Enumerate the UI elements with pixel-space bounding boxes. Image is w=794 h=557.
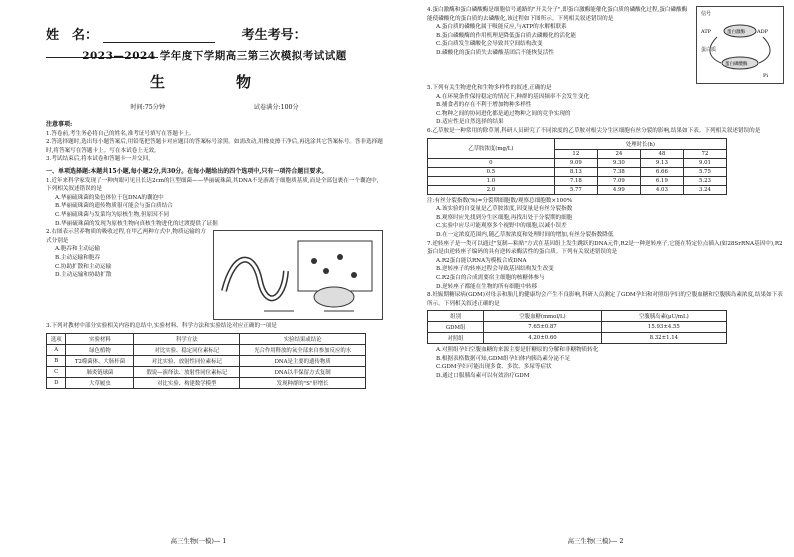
table-cell: 3.24	[683, 185, 726, 194]
notes-heading: 注意事项:	[46, 121, 73, 128]
table-cell: 8.32±1.14	[601, 333, 726, 344]
table-header: 实验结果或结论	[240, 333, 366, 344]
table-cell: 7.38	[597, 167, 640, 176]
table-row	[47, 366, 366, 377]
name-label: 姓 名：	[46, 28, 99, 43]
subject-title: 生 物	[149, 73, 279, 91]
table-cell: 2.0	[428, 185, 555, 194]
table-cell: 对比实验、构建数学模型	[134, 377, 240, 388]
q1-option-a: A.华丽硫珠菌的染色体位于包DNA的囊泡中	[55, 194, 164, 201]
table-header-row	[428, 311, 727, 322]
q8-option-b: B.根据表格数据可知,GDM组孕妇体内胰岛素分泌不足	[436, 355, 571, 362]
table-header-row	[47, 333, 366, 344]
table-cell: 0	[428, 158, 555, 167]
table-row	[428, 333, 727, 344]
exam-score: 试卷满分:100分	[253, 104, 299, 111]
exam-title: 2023—2024 学年度下学期高三第三次模拟考试试题	[82, 50, 347, 62]
table-cell: DNA以半保留方式复制	[240, 366, 366, 377]
exam-time: 时间:75分钟	[130, 104, 166, 111]
question-7-stem: 7.逆转座子是一类可以通过"复制—粘贴"方式在基因组上发生跳跃的DNA元件,R2是一种逆转座子,它能在特定位点插入(如28SrRNA基因中),R2蛋白是由逆转座子编码的具有逆转录酶活性的蛋白质。下列有关叙述错误的是	[427, 240, 783, 256]
table-cell: 15.93±4.55	[601, 322, 726, 333]
q4-option-d: D.磷酸化的蛋白质失去磷酸基团后不能恢复活性	[436, 49, 554, 56]
note-item: 2.答选择题时,选出每小题答案后,用铅笔把答题卡对应题目的答案标号涂黑。如需改动,用橡皮擦干净后,再选涂其它答案标号。答非选择题时,将答案写在答题卡上。写在本试卷上无效。	[46, 139, 383, 154]
q6-option-b: B.观察时应先找到分生区细胞,再找出处于分裂期的细胞	[436, 214, 573, 221]
q2-option-c: C.协助扩散和主动运输	[55, 263, 112, 270]
q6-table-note: 注:有丝分裂指数(%)=分裂期细胞数/观察总细胞数×100%	[427, 197, 573, 204]
table-cell: 9.30	[597, 158, 640, 167]
table-cell: 0.5	[428, 167, 555, 176]
q4-option-b: B.蛋白磷酸酶的作用机理是降低蛋白质去磷酸化的活化能	[436, 32, 577, 39]
table-header: 空腹血糖(mmol/L)	[484, 311, 602, 322]
table-row	[47, 355, 366, 366]
page-footer-right: 高三生物(三模)— 2	[567, 537, 624, 545]
table-cell: 1.0	[428, 176, 555, 185]
table-row	[428, 322, 727, 333]
table-cell: 4.20±0.60	[484, 333, 602, 344]
fig-label-adp: ADP	[757, 29, 768, 35]
table-header: 科学方法	[134, 333, 240, 344]
q5-option-c: C.物种之间的协同进化都是通过物种之间的竞争实现的	[436, 110, 571, 117]
table-cell: 9.13	[640, 158, 683, 167]
table-cell: 8.13	[554, 167, 597, 176]
table-cell: 光合作用释放的氧全部来自参加反应的水	[240, 344, 366, 355]
fig-label-protein: 蛋白质	[701, 47, 717, 53]
table-row	[428, 185, 727, 194]
table-cell: 9.01	[683, 158, 726, 167]
q8-option-a: A.对照组孕妇空腹血糖的来源主要是肝糖原的分解和非糖物质转化	[436, 347, 599, 354]
note-item: 1.答卷前,考生务必将自己的姓名,准考证号填写在答题卡上。	[46, 130, 195, 137]
question-6-stem: 6.乙草胺是一种常用的除草剂,科研人员研究了不同浓度的乙草胺对根尖分生区细胞有丝分裂的影响,结果如下表。下列相关叙述错误的是	[427, 127, 761, 134]
fig-label-phosphatase: 蛋白磷酸酶	[725, 62, 748, 67]
table-cell: 对比实验、放射性同位素标记	[134, 355, 240, 366]
table-cell: 6.66	[640, 167, 683, 176]
q2-option-a: A.胞吞和主动运输	[55, 246, 100, 253]
q6-table	[427, 138, 727, 195]
question-4-stem: 4.蛋白激酶和蛋白磷酸酶是细胞信号通路的"开关分子",即蛋白激酶能催化蛋白质的磷酸化过程,蛋白磷酸酶能使磷酸化的蛋白质的去磷酸化,该过程如下图所示。下列相关叙述错误的是	[427, 7, 688, 22]
q6-option-c: C.实验中应尽可能观察多个视野中的细胞,以减小误差	[436, 223, 567, 230]
fig-label-signal: 信号	[701, 11, 712, 17]
q7-option-c: C.R2蛋白的合成需要宿主细胞的核糖体参与	[436, 274, 545, 281]
q7-option-b: B.逆转座子的转座过程会导致基因结构发生改变	[436, 266, 554, 273]
question-8-stem: 8.妊娠期糖尿病(GDM)对母亲和胎儿的健康均会产生不良影响,科研人员测定了GDM孕妇和对照组孕妇的空腹血糖和空腹胰岛素浓度,结果如下表所示。下列相关叙述正确的是	[427, 292, 783, 307]
section-heading: 一、单项选择题:本题共15小题,每小题2分,共30分。在每小题给出的四个选项中,只有一项符合题目要求。	[46, 167, 328, 175]
table-header: 24	[597, 149, 640, 158]
q6-option-d: D.在一定浓度范围内,随乙草胺浓度和处理时间的增加,有丝分裂指数降低	[436, 231, 614, 238]
table-header: 48	[640, 149, 683, 158]
q2-option-b: B.主动运输和胞吞	[55, 254, 101, 261]
table-header: 选项	[47, 333, 66, 344]
table-cell: 5.75	[683, 167, 726, 176]
q2-option-d: D.主动运输和协助扩散	[55, 272, 112, 279]
table-cell: 7.18	[554, 176, 597, 185]
question-2-stem: 2.右图表示营养物质的吸收过程,在甲乙两种方式中,物质运输的方式分别是	[46, 229, 206, 244]
q1-option-d: D.华丽硫珠菌的发现为原核生物向真核生物进化的过渡提供了证据	[55, 220, 218, 227]
page-footer-left: 高三生物(一模)— 1	[170, 537, 227, 545]
table-cell: 对照组	[428, 333, 484, 344]
table-row	[428, 167, 727, 176]
absorption-diagram	[214, 231, 382, 319]
table-cell: 假说—演绎法、放射性同位素标记	[134, 366, 240, 377]
table-header: 乙草胺浓度(mg/L)	[428, 138, 555, 158]
table-header: 处理时长(h)	[554, 138, 726, 149]
table-row	[428, 158, 727, 167]
question-1-stem: 1.近年来科学家发现了一种肉眼可见且长达2cm的巨型细菌——华丽硫珠菌,其DNA不是游离于细胞质基质,而是全部包裹在一个囊泡中,下列相关叙述错误的是	[46, 177, 379, 193]
table-cell: 6.19	[640, 176, 683, 185]
table-row	[428, 176, 727, 185]
table-header: 72	[683, 149, 726, 158]
table-cell: 4.03	[640, 185, 683, 194]
name-field	[103, 30, 215, 43]
table-cell: B	[47, 355, 66, 366]
right-page	[397, 0, 794, 557]
question-3-stem: 3.下列对教材中部分实验相关内容的总结中,实验材料、科学方法和实验结论对应正确的一项是	[46, 323, 277, 330]
table-cell: T2噬菌体、大肠杆菌	[66, 355, 134, 366]
exam-meta	[86, 102, 343, 111]
q6-option-a: A.该实验的自变量是乙草胺浓度,因变量是有丝分裂指数	[436, 206, 573, 213]
phosphorylation-diagram	[697, 7, 783, 83]
fig-label-kinase: 蛋白激酶	[727, 30, 745, 35]
q5-option-d: D.适应性是自然选择的结果	[436, 119, 504, 126]
q1-option-c: C.华丽硫珠菌与发菜均为原核生物,但原因不同	[55, 211, 169, 218]
q8-table	[427, 310, 727, 344]
table-cell: 绿色植物	[66, 344, 134, 355]
table-row	[47, 344, 366, 355]
q5-option-a: A.在环境条件保持稳定的情况下,种群的基因频率不会发生变化	[436, 93, 590, 100]
table-row	[47, 377, 366, 388]
table-cell: 4.99	[597, 185, 640, 194]
q3-table	[46, 333, 366, 389]
q7-option-a: A.R2蛋白能以RNA为模板合成DNA	[436, 257, 527, 264]
note-item: 3.考试结束后,将本试卷和答题卡一并交回。	[46, 156, 154, 163]
table-cell: 5.77	[554, 185, 597, 194]
table-cell: 7.65±0.87	[484, 322, 602, 333]
q8-option-d: D.通过口服胰岛素可以有效治疗GDM	[436, 373, 530, 380]
table-cell: 发现种群的"S"形增长	[240, 377, 366, 388]
table-header: 12	[554, 149, 597, 158]
q4-option-c: C.蛋白质发生磷酸化会导致其空间结构改变	[436, 41, 543, 48]
table-cell: DNA是主要的遗传物质	[240, 355, 366, 366]
student-info-row	[46, 24, 383, 44]
table-header-row	[428, 138, 727, 149]
table-header: 组别	[428, 311, 484, 322]
table-cell: A	[47, 344, 66, 355]
fig-label-atp: ATP	[701, 29, 712, 35]
q1-option-b: B.华丽硫珠菌的遗传物质很可能会与蛋白质结合	[55, 203, 173, 210]
table-cell: C	[47, 366, 66, 377]
table-header: 空腹胰岛素(μU/mL)	[601, 311, 726, 322]
table-header: 实验材料	[66, 333, 134, 344]
nutrient-absorption-figure	[213, 230, 383, 320]
table-cell: GDM组	[428, 322, 484, 333]
exam-number-label: 考生考号：	[241, 28, 307, 43]
question-5-stem: 5.下列有关生物进化和生物多样性的叙述,正确的是	[427, 85, 552, 91]
table-cell: 肺炎链球菌	[66, 366, 134, 377]
q5-option-b: B.捕食者的存在不利于增加物种多样性	[436, 102, 532, 109]
table-cell: 7.09	[597, 176, 640, 185]
phosphorylation-figure	[696, 6, 784, 84]
q8-option-c: C.GDM孕妇可能出现多食、多饮、多尿等症状	[436, 364, 552, 371]
fig-label-pi: Pi	[763, 73, 768, 79]
table-cell: 9.09	[554, 158, 597, 167]
table-cell: 大草履虫	[66, 377, 134, 388]
table-cell: 5.23	[683, 176, 726, 185]
table-cell: D	[47, 377, 66, 388]
q4-option-a: A.蛋白质的磷酸化属于吸能反应,与ATP的水解相联系	[436, 24, 567, 31]
q7-option-d: D.逆转座子都能在生物的所有细胞中转移	[436, 283, 538, 290]
table-cell: 对比实验、稳定同位素标记	[134, 344, 240, 355]
